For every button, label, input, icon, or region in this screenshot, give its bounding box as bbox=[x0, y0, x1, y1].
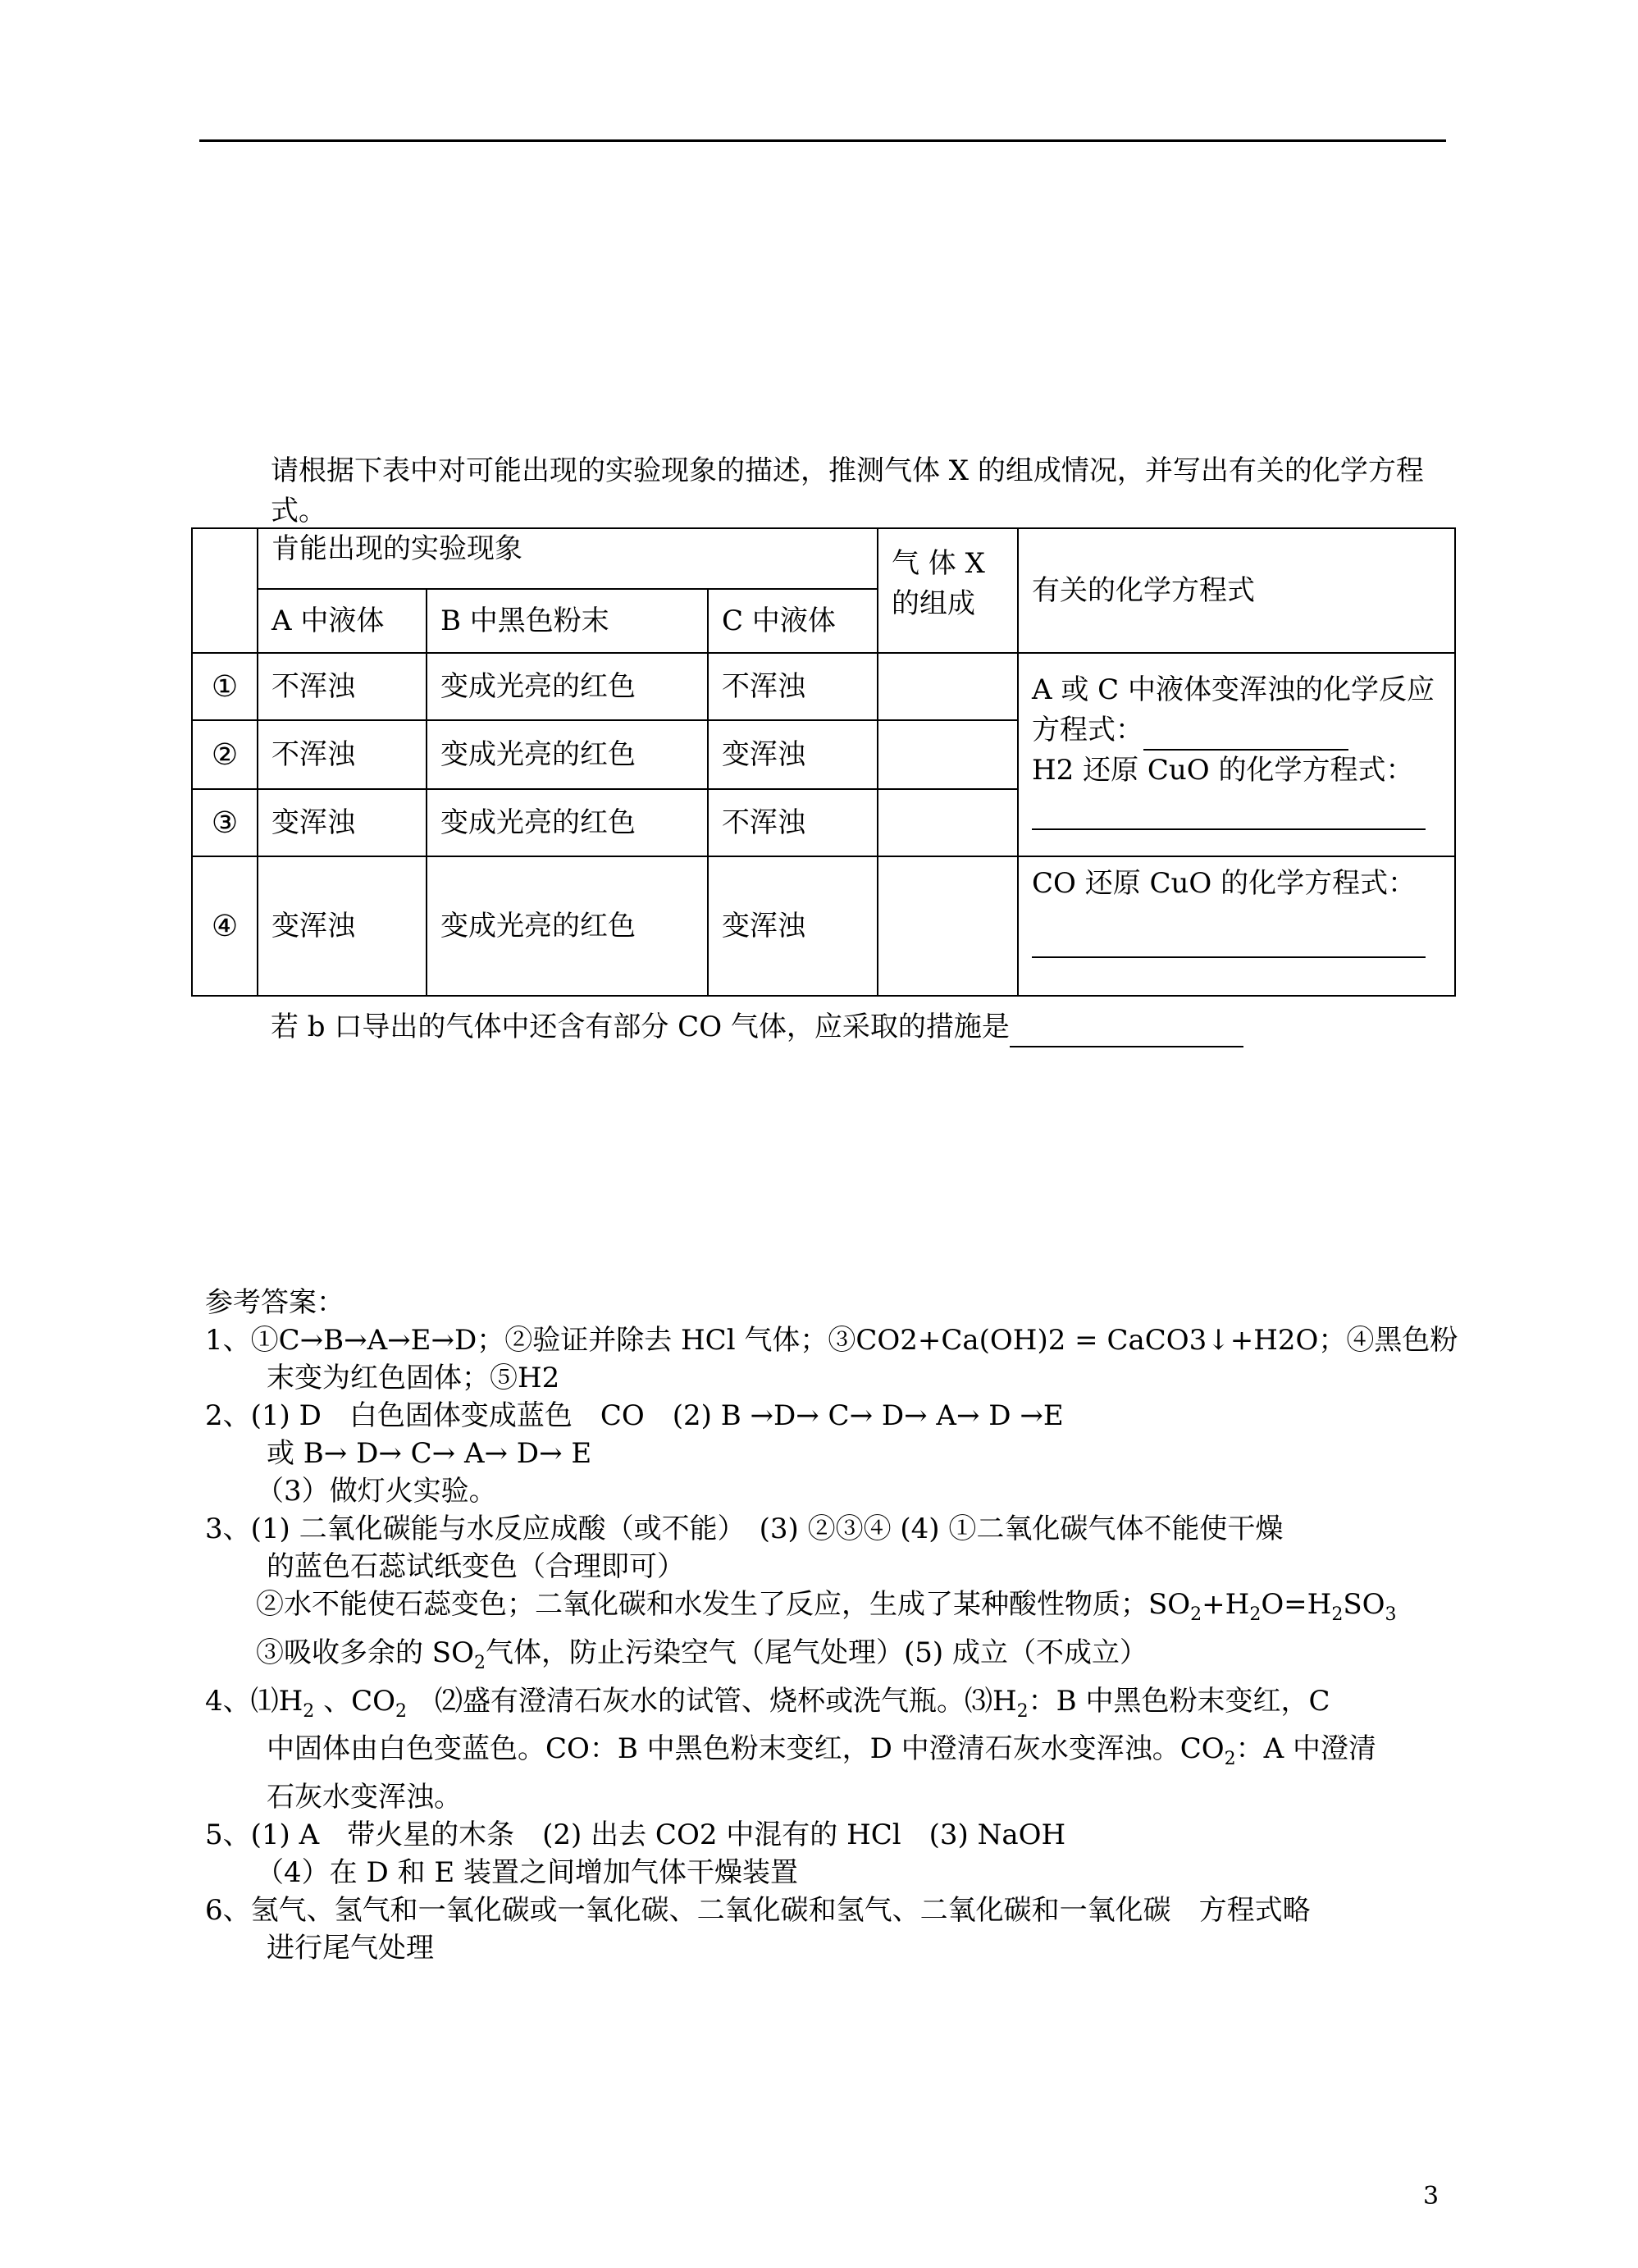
intro-text: 请根据下表中对可能出现的实验现象的描述，推测气体 X 的组成情况，并写出有关的化学方程式。 bbox=[271, 454, 1424, 527]
answer-4 bbox=[205, 1682, 1468, 1817]
subscript: 2 bbox=[1249, 1604, 1262, 1625]
answer-line: 2、(1) D 白色固体变成蓝色 CO (2) B →D→ C→ D→ A→ D →E bbox=[205, 1399, 1064, 1432]
text-run: 4、⑴H bbox=[205, 1684, 303, 1718]
cell-a: 不浑浊 bbox=[258, 653, 427, 720]
eq-co-prompt: CO 还原 CuO 的化学方程式： bbox=[1032, 867, 1417, 900]
answer-line: （4）在 D 和 E 装置之间增加气体干燥装置 bbox=[256, 1856, 798, 1890]
text-run: +H bbox=[1202, 1588, 1250, 1621]
text-run: O=H bbox=[1261, 1588, 1332, 1621]
answer-line: 1、①C→B→A→E→D；②验证并除去 HCl 气体；③CO2+Ca(OH)2 = CaCO3↓+H2O；④黑色粉 bbox=[205, 1324, 1458, 1357]
answer-line: 或 B→ D→ C→ A→ D→ E bbox=[267, 1437, 592, 1470]
text-run: ②水不能使石蕊变色；二氧化碳和水发生了反应，生成了某种酸性物质；SO bbox=[256, 1588, 1191, 1621]
cell-c: 不浑浊 bbox=[708, 653, 878, 720]
corner-cell bbox=[192, 528, 258, 653]
measure-blank[interactable] bbox=[1010, 1016, 1243, 1047]
answer-line: 的蓝色石蕊试纸变色（合理即可） bbox=[267, 1550, 685, 1583]
cell-gas-x[interactable] bbox=[878, 789, 1018, 856]
eq-ac-blank[interactable] bbox=[1143, 719, 1348, 751]
col-a-header: A 中液体 bbox=[258, 589, 427, 653]
intro-paragraph bbox=[193, 451, 1456, 532]
subscript: 2 bbox=[1331, 1604, 1344, 1625]
text-run: 气体，防止污染空气（尾气处理）(5) 成立（不成立） bbox=[485, 1636, 1148, 1669]
answer-2 bbox=[205, 1397, 1468, 1472]
equation-cell-2 bbox=[1018, 856, 1455, 996]
cell-c: 不浑浊 bbox=[708, 789, 878, 856]
subscript: 2 bbox=[303, 1700, 315, 1722]
equation-header: 有关的化学方程式 bbox=[1018, 528, 1455, 653]
phenomena-header: 肯能出现的实验现象 bbox=[258, 528, 878, 589]
text-run: 中固体由白色变蓝色。CO：B 中黑色粉末变红，D 中澄清石灰水变浑浊。CO bbox=[267, 1732, 1225, 1766]
answer-line: 进行尾气处理 bbox=[267, 1932, 434, 1965]
answer-1 bbox=[205, 1321, 1468, 1397]
answers-title: 参考答案： bbox=[205, 1286, 344, 1319]
cell-gas-x[interactable] bbox=[878, 856, 1018, 996]
cell-c: 变浑浊 bbox=[708, 720, 878, 789]
cell-b: 变成光亮的红色 bbox=[427, 856, 708, 996]
answer-3 bbox=[205, 1510, 1468, 1586]
subscript: 2 bbox=[1016, 1700, 1029, 1722]
answer-section bbox=[205, 1284, 1468, 1967]
answer-line: 3、(1) 二氧化碳能与水反应成酸（或不能） (3) ②③④ (4) ①二氧化碳气体不能使干燥 bbox=[205, 1513, 1284, 1545]
row-number: ④ bbox=[192, 856, 258, 996]
answer-line: （3）做灯火实验。 bbox=[256, 1475, 497, 1508]
cell-a: 不浑浊 bbox=[258, 720, 427, 789]
subscript: 2 bbox=[1190, 1604, 1202, 1625]
cell-a: 变浑浊 bbox=[258, 856, 427, 996]
text-run: ：B 中黑色粉末变红，C bbox=[1028, 1684, 1330, 1718]
answer-5 bbox=[205, 1816, 1468, 1854]
row-number: ① bbox=[192, 653, 258, 720]
cell-c: 变浑浊 bbox=[708, 856, 878, 996]
text-run: 石灰水变浑浊。 bbox=[267, 1781, 462, 1814]
eq-co-blank[interactable] bbox=[1032, 924, 1426, 958]
row-number: ② bbox=[192, 720, 258, 789]
answer-3-line4 bbox=[205, 1634, 1468, 1682]
col-b-header: B 中黑色粉末 bbox=[427, 589, 708, 653]
answer-line: 6、氢气、氢气和一氧化碳或一氧化碳、二氧化碳和氢气、二氧化碳和一氧化碳 方程式略 bbox=[205, 1894, 1311, 1928]
answer-3-line3 bbox=[205, 1586, 1468, 1634]
cell-b: 变成光亮的红色 bbox=[427, 653, 708, 720]
text-run: ③吸收多余的 SO bbox=[256, 1636, 474, 1669]
subscript: 2 bbox=[395, 1700, 407, 1722]
measure-question bbox=[271, 1007, 1243, 1047]
col-c-header: C 中液体 bbox=[708, 589, 878, 653]
page-number: 3 bbox=[1423, 2182, 1440, 2211]
answer-line: 5、(1) A 带火星的木条 (2) 出去 CO2 中混有的 HCl (3) NaOH bbox=[205, 1819, 1066, 1852]
text-run: ⑵盛有澄清石灰水的试管、烧杯或洗气瓶。⑶H bbox=[407, 1684, 1017, 1718]
cell-a: 变浑浊 bbox=[258, 789, 427, 856]
header-rule bbox=[199, 139, 1446, 142]
experiment-table bbox=[191, 527, 1456, 997]
row-number: ③ bbox=[192, 789, 258, 856]
equation-cell-1 bbox=[1018, 653, 1455, 856]
eq-h2-prompt: H2 还原 CuO 的化学方程式： bbox=[1032, 754, 1414, 787]
cell-b: 变成光亮的红色 bbox=[427, 789, 708, 856]
text-run: SO bbox=[1343, 1588, 1385, 1621]
eq-h2-blank[interactable] bbox=[1032, 796, 1426, 830]
cell-gas-x[interactable] bbox=[878, 720, 1018, 789]
subscript: 2 bbox=[1224, 1749, 1236, 1770]
measure-text: 若 b 口导出的气体中还含有部分 CO 气体，应采取的措施是 bbox=[271, 1011, 1010, 1043]
subscript: 3 bbox=[1385, 1604, 1397, 1625]
cell-b: 变成光亮的红色 bbox=[427, 720, 708, 789]
cell-gas-x[interactable] bbox=[878, 653, 1018, 720]
answer-6 bbox=[205, 1892, 1468, 1967]
text-run: ：A 中澄清 bbox=[1235, 1732, 1377, 1766]
answer-line: 末变为红色固体；⑤H2 bbox=[267, 1362, 560, 1394]
subscript: 2 bbox=[473, 1652, 486, 1673]
text-run: 、CO bbox=[314, 1684, 395, 1718]
gas-x-header: 气 体 X 的组成 bbox=[878, 528, 1018, 653]
eq-ac-prompt: A 或 C 中液体变浑浊的化学反应方程式： bbox=[1032, 673, 1435, 746]
